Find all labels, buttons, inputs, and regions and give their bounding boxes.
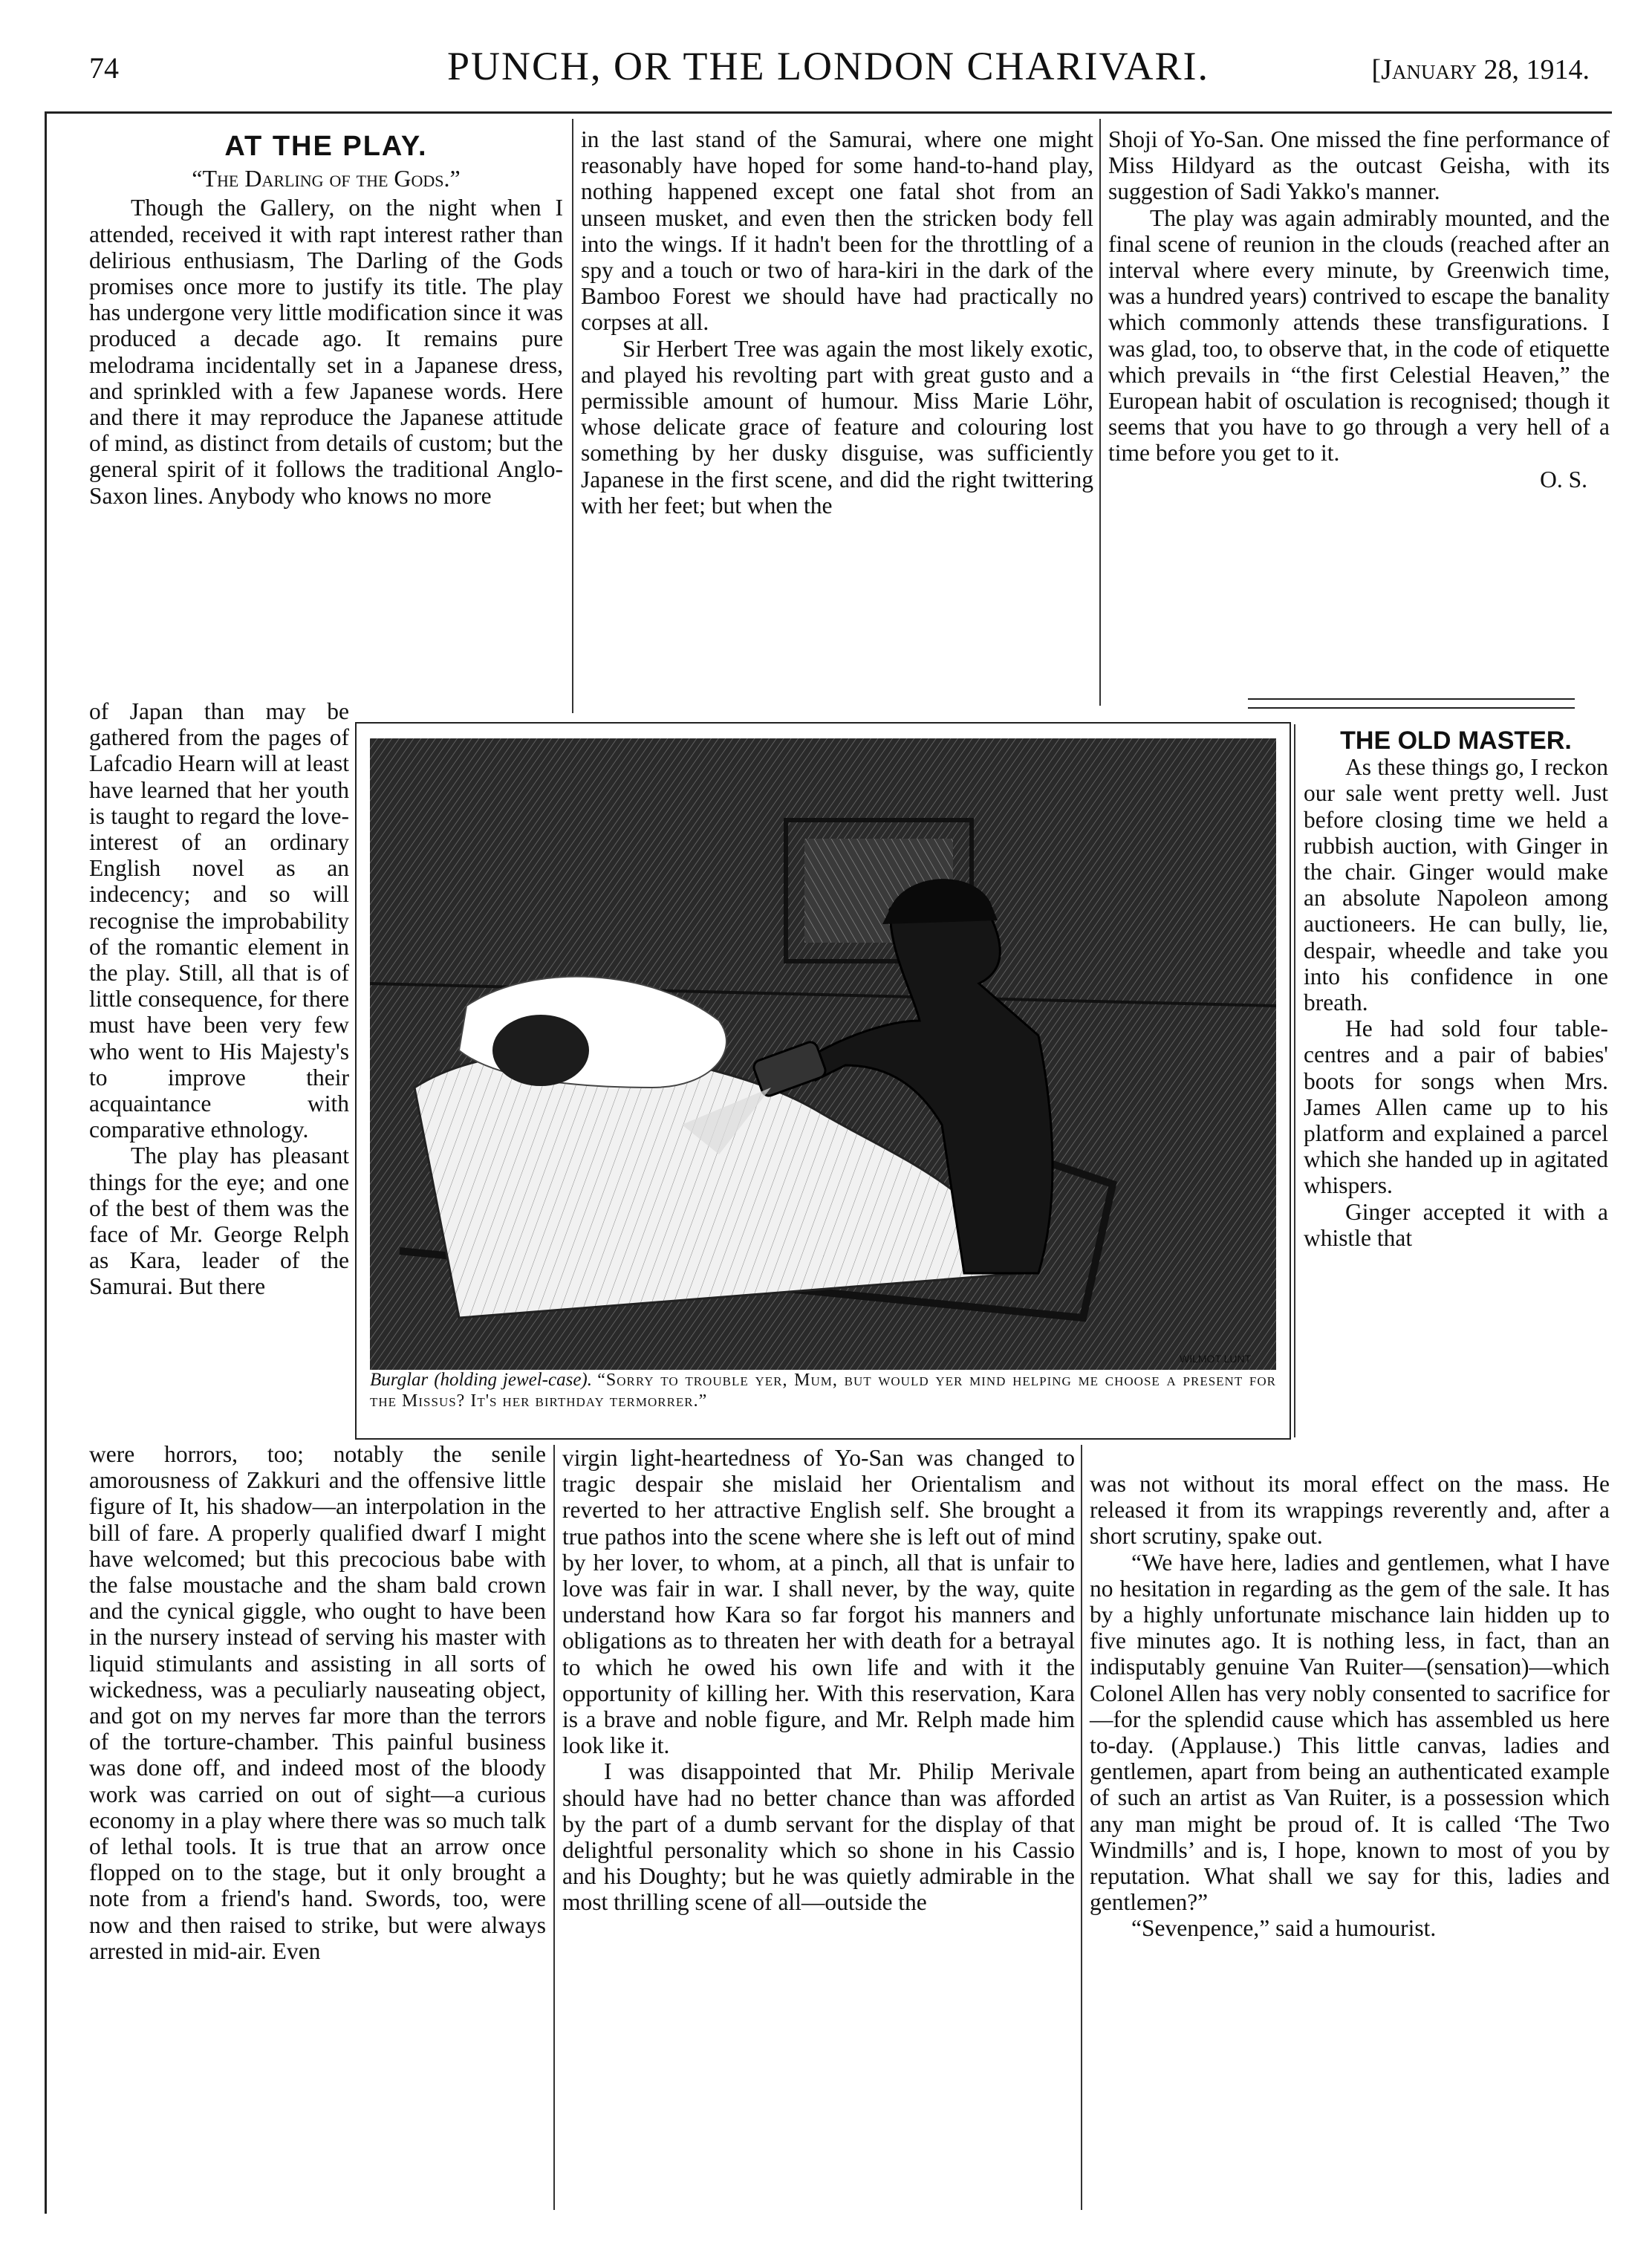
paragraph: Shoji of Yo-San. One missed the fine performance of Miss Hildyard as the outcast Geisha, with its suggestion of Sadi Yakko's manner. <box>1108 126 1610 205</box>
cartoon-illustration <box>355 722 1291 1440</box>
paragraph: “We have here, ladies and gentlemen, what I have no hesitation in regarding as the gem of the sale. It has by a highly unfortunate mischance lain hidden up to five minutes ago. It is nothing less, in fact, than an indisputably genuine Van Ruiter—(sensation)—which Colonel Allen has very nobly consented to sacrifice for—for the splendid cause which has assembled us here to-day. (Applause.) This little canvas, ladies and gentlemen, apart from being an authenticated example of such an artist as Van Ruiter, is a possession which any man might be proud of. It is called ‘The Two Windmills’ and is, I hope, known to most of you by reputation. What shall we say for this, ladies and gentlemen?” <box>1090 1549 1610 1916</box>
issue-date: [January 28, 1914. <box>1371 54 1590 85</box>
column-rule-2-top <box>1099 119 1101 706</box>
section-divider <box>1248 698 1575 709</box>
column-rule-right-box <box>1294 724 1295 1437</box>
paragraph: virgin light-heartedness of Yo-San was changed to tragic despair she mislaid her Orientalism and reverted to her attractive English self. She brought a true pathos into the scene where she is left out of mind by her lover, to whom, at a pinch, all that is unfair to love was fair in war. I shall never, by the way, quite understand how Kara so far forgot his manners and obligations as to threaten her with death for a betrayal to which he owed his own life and with it the opportunity of killing her. With this reservation, Kara is a brave and noble figure, and Mr. Relph made him look like it. <box>562 1445 1075 1759</box>
caption-speaker: Burglar (holding jewel-case). <box>370 1370 592 1390</box>
paragraph: were horrors, too; notably the senile amorousness of Zakkuri and the offensive little figure of It, his shadow—an interpolation in the bill of fare. A properly qualified dwarf I might have welcomed; but this precocious babe with the false moustache and the sham bald crown and the cynical giggle, who ought to have been in the nursery instead of serving his master with liquid stimulants and assisting in all sorts of wickedness, was a peculiarly nauseating object, and got on my nerves far more than the terrors of the torture-chamber. This painful business was done off, and indeed most of the bloody work was carried on out of sight—a curious economy in a play where there was so much talk of lethal tools. It is true that an arrow once flopped on to the stage, but it only brought a note from a friend's hand. Swords, too, were now and then raised to strike, but were always arrested in mid-air. Even <box>89 1441 546 1964</box>
play-column-1-bottom <box>89 1441 546 1964</box>
paragraph: The play was again admirably mounted, and the final scene of reunion in the clouds (reached after an interval where every minute, by Greenwich time, was a hundred years) contrived to escape the banality which commonly attends these transfigurations. I was glad, too, to observe that, in the code of etiquette which prevails in “the first Celestial Heaven,” the European habit of osculation is recognised; though it seems that you have to go through a very hell of a time before you get to it. <box>1108 204 1610 467</box>
paragraph: I was disappointed that Mr. Philip Merivale should have had no better chance than was afforded by the part of a dumb servant for the display of that delightful personality which so shone in his Cassio and his Doughty; but he was quietly admirable in the most thrilling scene of all—outside the <box>562 1758 1075 1916</box>
page-frame-left <box>45 111 47 2214</box>
author-signature: O. S. <box>1540 466 1587 493</box>
play-subheading: “The Darling of the Gods.” <box>192 165 461 192</box>
paragraph: As these things go, I reckon our sale went pretty well. Just before closing time we held a rubbish auction, with Ginger in the chair. Ginger would make an absolute Napoleon among auctioneers. He can bully, lie, despair, wheedle and take you into his confidence in one breath. <box>1304 754 1608 1016</box>
paragraph: was not without its moral effect on the mass. He released it from its wrappings reverently and, after a short scrutiny, spake out. <box>1090 1471 1610 1550</box>
old-master-column-narrow <box>1304 728 1608 1251</box>
artist-signature: WILMOT LUNT <box>1180 1353 1252 1365</box>
old-master-heading: THE OLD MASTER. <box>1340 727 1572 755</box>
cartoon-drawing <box>370 738 1276 1370</box>
column-rule-1-bottom <box>553 1445 555 2210</box>
play-column-3 <box>1108 126 1610 493</box>
paragraph: The play has pleasant things for the eye; and one of the best of them was the face of Mr. George Relph as Kara, leader of the Samurai. But there <box>89 1142 349 1300</box>
play-column-2-bottom <box>562 1445 1075 1916</box>
paragraph: of Japan than may be gathered from the pages of Lafcadio Hearn will at least have learned that her youth is taught to regard the love-interest of an ordinary English novel as an indecency; and so will recognise the improbability of the romantic element in the play. Still, all that is of little consequence, for there must have been very few who went to His Majesty's to improve their acquaintance with comparative ethnology. <box>89 698 349 1143</box>
paragraph: He had sold four table-centres and a pair of babies' boots for songs when Mrs. James Allen came up to his platform and explained a parcel which she handed up in agitated whispers. <box>1304 1015 1608 1199</box>
page-header <box>45 30 1612 111</box>
paragraph: Sir Herbert Tree was again the most likely exotic, and played his revolting part with great gusto and a permissible amount of humour. Miss Marie Löhr, whose delicate grace of feature and colouring lost something by her dusky disguise, was sufficiently Japanese in the first scene, and did the right twittering with her feet; but when the <box>581 335 1093 519</box>
old-master-column-bottom <box>1090 1471 1610 1942</box>
publication-title: PUNCH, OR THE LONDON CHARIVARI. <box>446 44 1210 88</box>
page-number: 74 <box>89 51 119 85</box>
play-column-1-narrow <box>89 698 349 1300</box>
paragraph: Ginger accepted it with a whistle that <box>1304 1198 1608 1251</box>
play-column-2 <box>581 126 1093 519</box>
column-rule-1-top <box>572 119 573 713</box>
column-rule-2-bottom <box>1081 1445 1082 2210</box>
paragraph: in the last stand of the Samurai, where one might reasonably have hoped for some hand-to-hand play, nothing happened except one fatal shot from an unseen musket, and even then the stricken body fell into the wings. If it hadn't been for the throttling of a spy and a touch or two of hara-kiri in the dark of the Bamboo Forest we should have had practically no corpses at all. <box>581 126 1093 336</box>
cartoon-caption <box>370 1370 1276 1411</box>
paragraph: Though the Gallery, on the night when I attended, received it with rapt interest rather than delirious enthusiasm, The Darling of the Gods promises once more to justify its title. The play has undergone very little modification since it was produced a decade ago. It remains pure melodrama incidentally set in a Japanese dress, and sprinkled with a few Japanese words. Here and there it may reproduce the Japanese attitude of mind, as distinct from details of custom; but the general spirit of it follows the traditional Anglo-Saxon lines. Anybody who knows no more <box>89 195 563 509</box>
caption-text: “Sorry to trouble yer, Mum, but would yer mind helping me choose a present for the Missus? It's her birthday termorrer.” <box>370 1371 1277 1411</box>
play-column-1 <box>89 131 563 509</box>
header-rule <box>45 111 1612 114</box>
paragraph: “Sevenpence,” said a humourist. <box>1131 1915 1437 1942</box>
play-heading: AT THE PLAY. <box>224 131 428 162</box>
